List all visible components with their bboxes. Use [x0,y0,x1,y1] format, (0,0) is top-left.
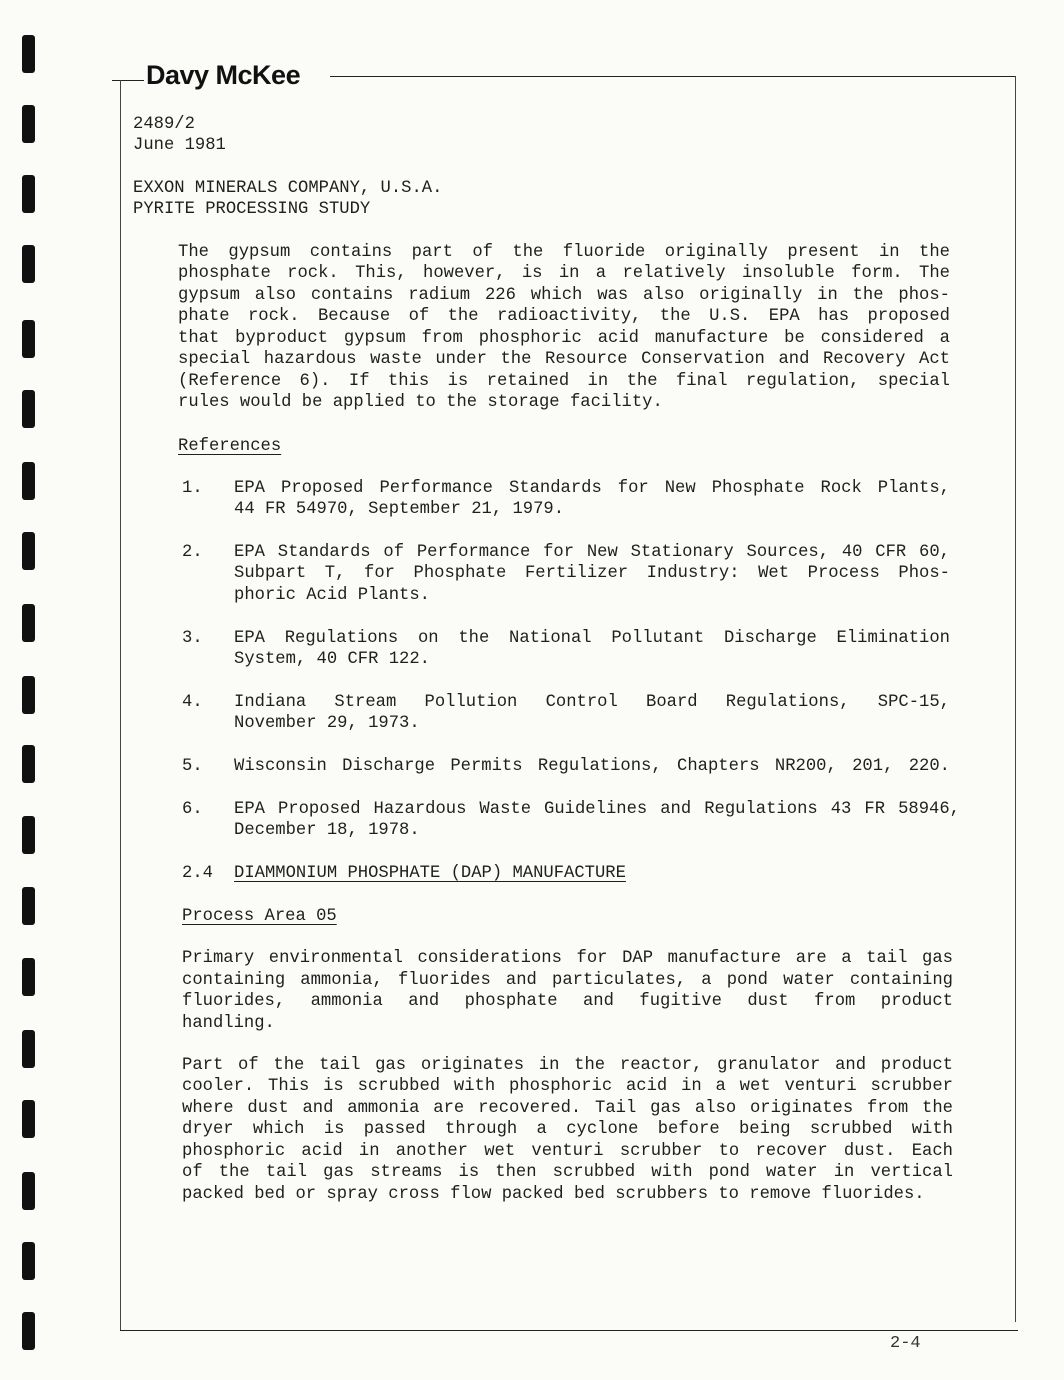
binding-hole [22,1100,35,1138]
binding-hole [22,532,35,570]
paragraph-line: phosphoric acid in another wet venturi scrubber to recover dust. Each [182,1142,953,1161]
paragraph-line: Part of the tail gas originates in the reactor, granulator and product [182,1056,953,1075]
paragraph-line: phosphate rock. This, however, is in a relatively insoluble form. The [178,264,950,283]
binding-hole [22,1312,35,1350]
reference-line: EPA Standards of Performance for New Stationary Sources, 40 CFR 60, [234,543,950,562]
binding-hole [22,604,35,642]
reference-number: 4. [182,693,203,712]
reference-number: 2. [182,543,203,562]
binding-hole [22,462,35,500]
paragraph-line: cooler. This is scrubbed with phosphoric acid in a wet venturi scrubber [182,1077,953,1096]
frame-right-rule [1015,76,1016,1322]
client-name: EXXON MINERALS COMPANY, U.S.A. [133,179,443,198]
document-date: June 1981 [133,136,226,155]
reference-line: EPA Proposed Hazardous Waste Guidelines and Regulations 43 FR 58946, [234,800,960,819]
binding-hole [22,35,35,73]
binding-hole [22,887,35,925]
paragraph-line: (Reference 6). If this is retained in the final regulation, special [178,372,950,391]
reference-number: 6. [182,800,203,819]
reference-line: Wisconsin Discharge Permits Regulations, Chapters NR200, 201, 220. [234,757,950,776]
paragraph-line: special hazardous waste under the Resource Conservation and Recovery Act [178,350,950,369]
section-number: 2.4 [182,864,213,883]
paragraph-line: containing ammonia, fluorides and particulates, a pond water containing [182,971,953,990]
paragraph-line: dryer which is passed through a cyclone before being scrubbed with [182,1120,953,1139]
process-area-heading: Process Area 05 [182,907,337,926]
paragraph-line: phate rock. Because of the radioactivity, the U.S. EPA has proposed [178,307,950,326]
reference-line: System, 40 CFR 122. [234,650,430,669]
paragraph-line: packed bed or spray cross flow packed bed scrubbers to remove fluorides. [182,1185,925,1204]
binding-hole [22,958,35,996]
reference-line: 44 FR 54970, September 21, 1979. [234,500,565,519]
binding-hole [22,1242,35,1280]
frame-left-rule [120,80,121,1330]
binding-hole [22,390,35,428]
section-title: DIAMMONIUM PHOSPHATE (DAP) MANUFACTURE [234,864,626,883]
binding-hole [22,745,35,783]
reference-line: Subpart T, for Phosphate Fertilizer Industry: Wet Process Phos- [234,564,950,583]
reference-number: 1. [182,479,203,498]
binding-hole [22,320,35,358]
paragraph-line: rules would be applied to the storage facility. [178,393,663,412]
reference-line: phoric Acid Plants. [234,586,430,605]
frame-top-rule [330,76,1016,77]
company-logo: Davy McKee [146,60,301,90]
study-title: PYRITE PROCESSING STUDY [133,200,371,219]
binding-hole [22,1030,35,1068]
paragraph-line: of the tail gas streams is then scrubbed with pond water in vertical [182,1163,953,1182]
reference-line: EPA Proposed Performance Standards for New Phosphate Rock Plants, [234,479,950,498]
paragraph-line: The gypsum contains part of the fluoride originally present in the [178,243,950,262]
binding-hole [22,676,35,714]
binding-hole [22,816,35,854]
reference-line: EPA Regulations on the National Pollutant Discharge Elimination [234,629,950,648]
reference-line: Indiana Stream Pollution Control Board Regulations, SPC-15, [234,693,950,712]
binding-hole [22,175,35,213]
binding-hole [22,105,35,143]
paragraph-line: gypsum also contains radium 226 which was also originally in the phos- [178,286,950,305]
reference-line: December 18, 1978. [234,821,420,840]
binding-hole [22,245,35,283]
references-heading: References [178,437,282,456]
paragraph-line: that byproduct gypsum from phosphoric acid manufacture be considered a [178,329,950,348]
reference-number: 3. [182,629,203,648]
document-number: 2489/2 [133,115,195,134]
paragraph-line: where dust and ammonia are recovered. Tail gas also originates from the [182,1099,953,1118]
paragraph-line: fluorides, ammonia and phosphate and fugitive dust from product [182,992,953,1011]
paragraph-line: Primary environmental considerations for DAP manufacture are a tail gas [182,949,953,968]
paragraph-line: handling. [182,1014,275,1033]
frame-bottom-rule [120,1330,1018,1331]
page-number: 2-4 [890,1334,921,1353]
reference-line: November 29, 1973. [234,714,420,733]
reference-number: 5. [182,757,203,776]
binding-hole [22,1172,35,1210]
frame-top-rule [112,80,144,81]
